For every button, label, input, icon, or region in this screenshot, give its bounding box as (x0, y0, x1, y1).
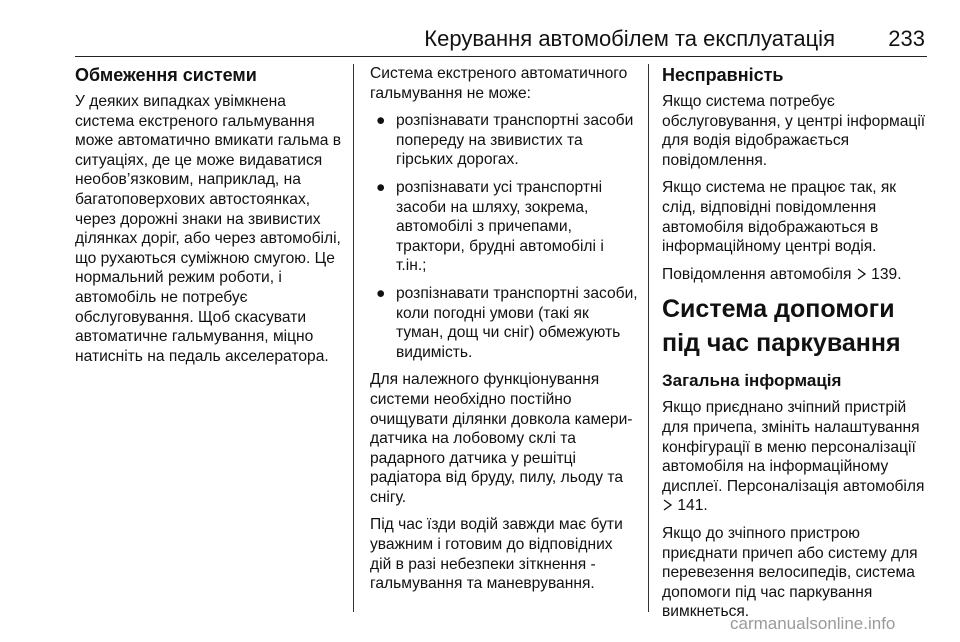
page-reference-link[interactable]: 139. (856, 266, 902, 283)
list-item: ● розпізнавати транспортні засоби попереду на звивистих та гірських дорогах. (376, 112, 634, 169)
intro-paragraph: Система екстреного автоматичного гальмування не може: (370, 65, 628, 102)
general-info-paragraph-1: Якщо приєднано зчіпний пристрій для причепа, змініть налаштування конфігурації в меню персоналізації автомобіля на інформаційному дисплеї. Персоналізація автомобіля 141. (662, 399, 925, 515)
driver-attention-paragraph: Під час їзди водій завжди має бути уважним і готовим до відповідних дій в разі небезпеки зіткнення - гальмування та маневрування. (370, 516, 623, 593)
page-reference-link[interactable]: 141. (662, 497, 708, 514)
list-item: ● розпізнавати транспортні засоби, коли погодні умови (такі як туман, дощ чи сніг) обмежують видимість. (376, 284, 638, 361)
fault-paragraph-3: Повідомлення автомобіля 139. (662, 265, 902, 283)
column-3 (662, 64, 930, 630)
column-2 (370, 64, 638, 602)
limitations-paragraph: У деяких випадках увімкнена система екстреного гальмування може автоматично вмикати гальма в ситуаціях, де це може видаватися необов’язковим, наприклад, на багатоповерхових автостоянках, через дорожні знаки на звивистих ділянках доріг, або через автомобілі, що рухаються суміжною смугою. Це нормальний режим роботи, і автомобіль не потребує обслуговування. Щоб скасувати автоматичне гальмування, міцно натисніть на педаль акселератора. (75, 93, 342, 365)
column-divider-2 (648, 64, 649, 612)
cleaning-paragraph: Для належного функціонування системи необхідно постійно очищувати ділянки довкола камери-датчика на лобовому склі та радарного датчика у решітці радіатора від бруду, пилу, льоду та снігу. (370, 371, 633, 506)
watermark: carmanualsonline.info (730, 614, 896, 633)
fault-paragraph-2: Якщо система не працює так, як слід, відповідні повідомлення автомобіля відображаються в інформаційному центрі водія. (662, 179, 897, 256)
reference-arrow-icon (662, 499, 673, 511)
general-info-paragraph-2: Якщо до зчіпного пристрою приєднати причеп або систему для перевезення велосипедів, система допомоги під час паркування вимкнеться. (662, 524, 918, 621)
subheading-general-info: Загальна інформація (662, 371, 842, 391)
bullet-icon: ● (376, 178, 386, 196)
column-divider-1 (353, 64, 354, 612)
list-item: ● розпізнавати усі транспортні засоби на шляху, зокрема, автомобілі з причепами, трактори, брудні автомобілі і т.ін.; (376, 178, 604, 275)
page-title: Керування автомобілем та експлуатація (424, 26, 835, 51)
bullet-icon: ● (376, 112, 386, 130)
bullet-icon: ● (376, 284, 386, 302)
header-divider (75, 56, 927, 57)
column-1 (75, 64, 345, 374)
section-title-parking-assist: Система допомоги під час паркування (662, 295, 901, 358)
limitations-list (370, 111, 638, 362)
section-heading-fault: Несправність (662, 65, 784, 85)
fault-paragraph-1: Якщо система потребує обслуговування, у центрі інформації для водія відображається повідомлення. (662, 93, 926, 169)
page-number: 233 (888, 26, 925, 51)
reference-arrow-icon (856, 268, 867, 280)
page-header (75, 22, 927, 54)
section-heading-limitations: Обмеження системи (75, 65, 257, 85)
